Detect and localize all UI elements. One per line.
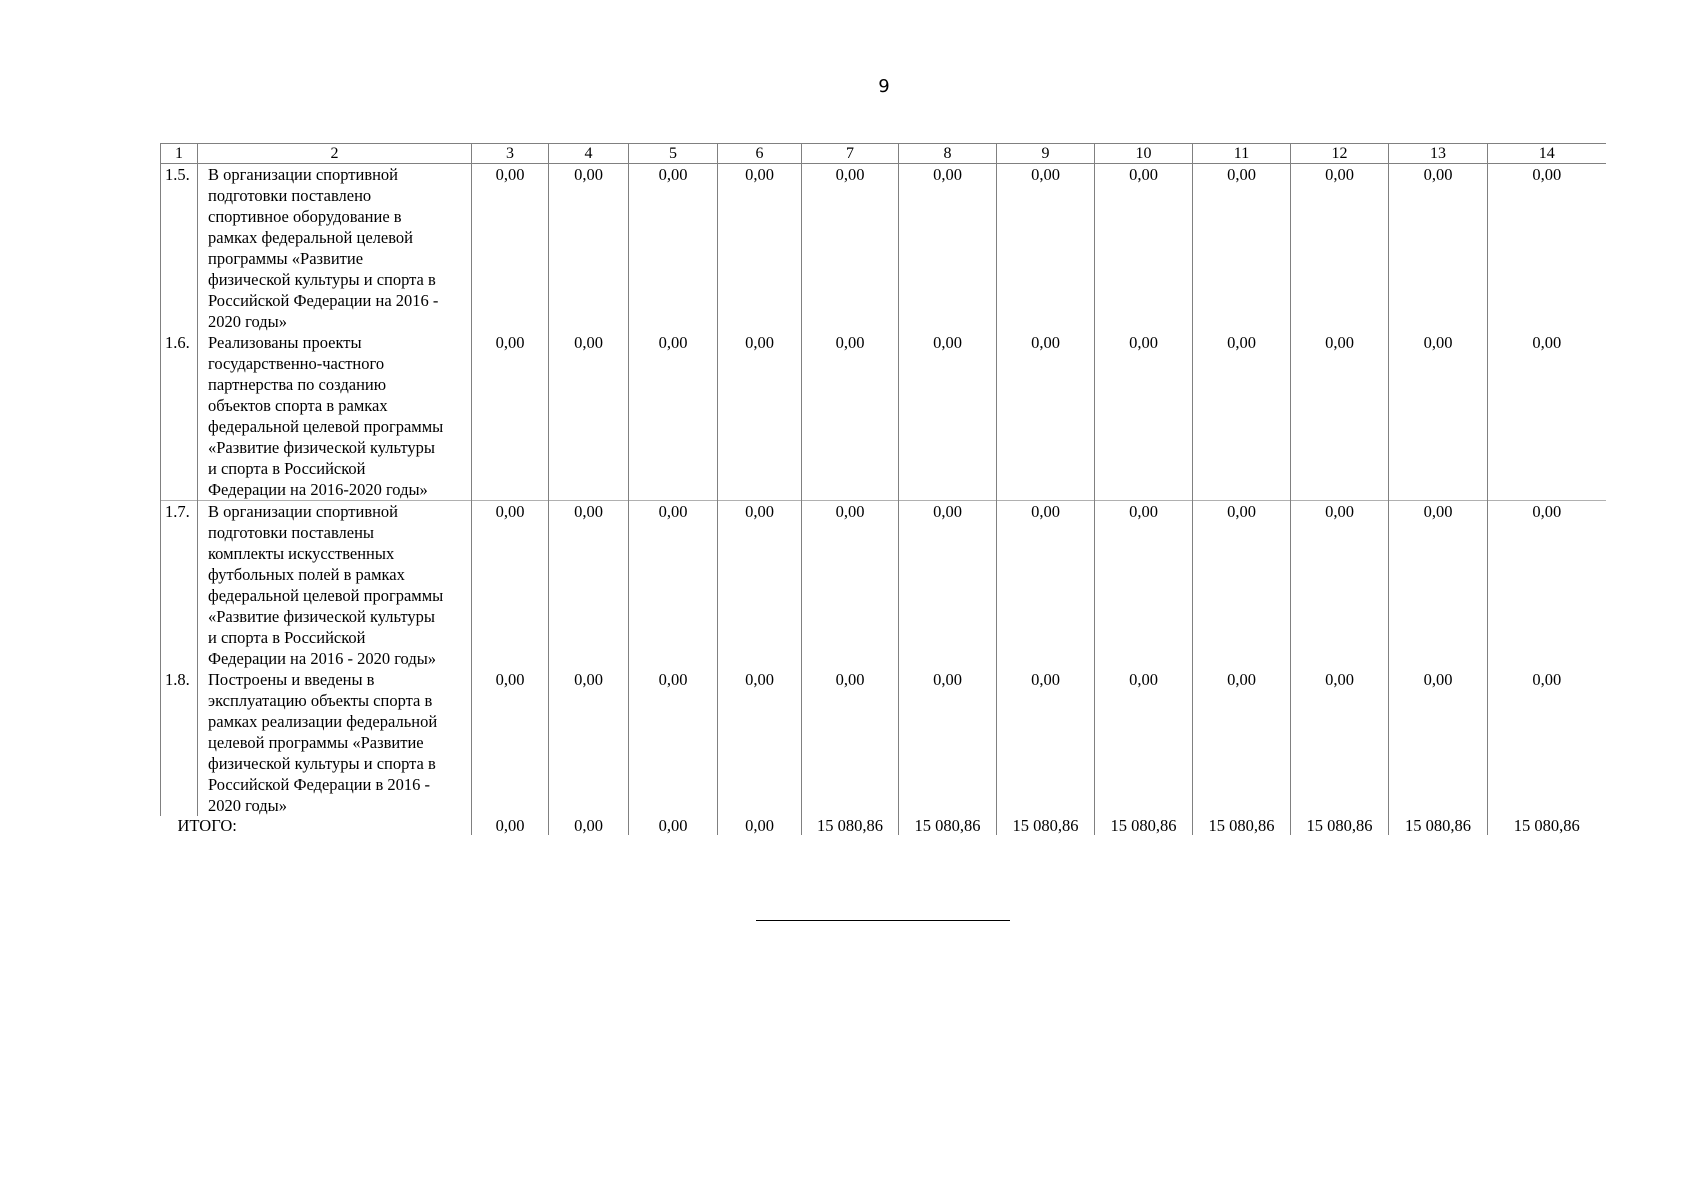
value-cell: 0,00: [1488, 501, 1606, 670]
value-cell: 0,00: [1291, 501, 1389, 670]
value-cell: 0,00: [899, 501, 997, 670]
description-line: «Развитие физической культуры: [208, 438, 436, 457]
value-cell: 0,00: [1095, 164, 1193, 333]
row-description: [198, 164, 472, 333]
description-line: 2020 годы»: [208, 312, 287, 331]
header-cell: 6: [718, 144, 802, 164]
description-line: и спорта в Российской: [208, 628, 366, 647]
value-cell: 0,00: [629, 669, 718, 816]
description-line: федеральной целевой программы: [208, 586, 444, 605]
description-line: федеральной целевой программы: [208, 417, 444, 436]
description-line: Федерации на 2016-2020 годы»: [208, 480, 428, 499]
value-cell: 0,00: [997, 332, 1095, 501]
description-line: Построены и введены в: [208, 670, 375, 689]
total-value-cell: 0,00: [718, 816, 802, 835]
value-cell: 0,00: [1193, 669, 1291, 816]
table-row: [161, 501, 1606, 670]
value-cell: 0,00: [1389, 164, 1488, 333]
description-line: эксплуатацию объекты спорта в: [208, 691, 433, 710]
value-cell: 0,00: [997, 164, 1095, 333]
value-cell: 0,00: [1193, 501, 1291, 670]
value-cell: 0,00: [718, 669, 802, 816]
value-cell: 0,00: [1095, 501, 1193, 670]
total-value-cell: 15 080,86: [1488, 816, 1606, 835]
description-line: физической культуры и спорта в: [208, 270, 436, 289]
value-cell: 0,00: [549, 332, 629, 501]
row-index: 1.6.: [161, 332, 198, 501]
total-row: [161, 816, 1606, 835]
description-line: и спорта в Российской: [208, 459, 366, 478]
value-cell: 0,00: [629, 332, 718, 501]
header-cell: 12: [1291, 144, 1389, 164]
value-cell: 0,00: [1488, 164, 1606, 333]
value-cell: 0,00: [472, 332, 549, 501]
value-cell: 0,00: [472, 669, 549, 816]
row-index: 1.5.: [161, 164, 198, 333]
description-line: Реализованы проекты: [208, 333, 362, 352]
table-row: [161, 164, 1606, 333]
value-cell: 0,00: [899, 332, 997, 501]
header-cell: 5: [629, 144, 718, 164]
page-number: 9: [878, 76, 890, 97]
value-cell: 0,00: [1095, 669, 1193, 816]
row-index: 1.8.: [161, 669, 198, 816]
total-value-cell: 15 080,86: [1095, 816, 1193, 835]
value-cell: 0,00: [718, 501, 802, 670]
row-description: [198, 501, 472, 670]
total-value-cell: 15 080,86: [1193, 816, 1291, 835]
value-cell: 0,00: [1389, 669, 1488, 816]
value-cell: 0,00: [802, 669, 899, 816]
header-cell: 9: [997, 144, 1095, 164]
total-value-cell: 15 080,86: [1291, 816, 1389, 835]
total-value-cell: 15 080,86: [1389, 816, 1488, 835]
header-cell: 1: [161, 144, 198, 164]
header-cell: 8: [899, 144, 997, 164]
total-value-cell: 15 080,86: [899, 816, 997, 835]
value-cell: 0,00: [1291, 164, 1389, 333]
value-cell: 0,00: [472, 501, 549, 670]
total-value-cell: 15 080,86: [997, 816, 1095, 835]
description-line: целевой программы «Развитие: [208, 733, 424, 752]
description-line: государственно-частного: [208, 354, 385, 373]
value-cell: 0,00: [1291, 332, 1389, 501]
description-line: В организации спортивной: [208, 502, 399, 521]
value-cell: 0,00: [1193, 164, 1291, 333]
description-line: В организации спортивной: [208, 165, 399, 184]
row-description: [198, 332, 472, 501]
value-cell: 0,00: [1291, 669, 1389, 816]
header-cell: 3: [472, 144, 549, 164]
value-cell: 0,00: [1389, 332, 1488, 501]
value-cell: 0,00: [1488, 332, 1606, 501]
description-line: «Развитие физической культуры: [208, 607, 436, 626]
description-line: партнерства по созданию: [208, 375, 387, 394]
description-line: рамках реализации федеральной: [208, 712, 438, 731]
description-line: объектов спорта в рамках: [208, 396, 388, 415]
description-line: рамках федеральной целевой: [208, 228, 413, 247]
value-cell: 0,00: [899, 669, 997, 816]
table-row: [161, 669, 1606, 816]
value-cell: 0,00: [997, 669, 1095, 816]
description-line: футбольных полей в рамках: [208, 565, 405, 584]
budget-table: [160, 143, 1606, 835]
header-cell: 14: [1488, 144, 1606, 164]
description-line: подготовки поставлены: [208, 523, 374, 542]
table-row: [161, 332, 1606, 501]
value-cell: 0,00: [718, 164, 802, 333]
total-value-cell: 0,00: [629, 816, 718, 835]
description-line: 2020 годы»: [208, 796, 287, 815]
value-cell: 0,00: [629, 164, 718, 333]
description-line: физической культуры и спорта в: [208, 754, 436, 773]
value-cell: 0,00: [549, 669, 629, 816]
description-line: Российской Федерации в 2016 -: [208, 775, 431, 794]
header-cell: 4: [549, 144, 629, 164]
value-cell: 0,00: [549, 501, 629, 670]
value-cell: 0,00: [802, 332, 899, 501]
value-cell: 0,00: [549, 164, 629, 333]
value-cell: 0,00: [629, 501, 718, 670]
description-line: Федерации на 2016 - 2020 годы»: [208, 649, 437, 668]
total-label: ИТОГО:: [177, 816, 237, 835]
description-line: подготовки поставлено: [208, 186, 372, 205]
header-cell: 11: [1193, 144, 1291, 164]
value-cell: 0,00: [1193, 332, 1291, 501]
row-index: 1.7.: [161, 501, 198, 670]
value-cell: 0,00: [899, 164, 997, 333]
total-value-cell: 15 080,86: [802, 816, 899, 835]
value-cell: 0,00: [1389, 501, 1488, 670]
description-line: Российской Федерации на 2016 -: [208, 291, 439, 310]
description-line: спортивное оборудование в: [208, 207, 402, 226]
header-cell: 13: [1389, 144, 1488, 164]
value-cell: 0,00: [1488, 669, 1606, 816]
header-cell: 2: [198, 144, 472, 164]
value-cell: 0,00: [1095, 332, 1193, 501]
header-cell: 10: [1095, 144, 1193, 164]
value-cell: 0,00: [802, 164, 899, 333]
total-value-cell: 0,00: [472, 816, 549, 835]
row-description: [198, 669, 472, 816]
footer-rule: [756, 920, 1010, 921]
header-cell: 7: [802, 144, 899, 164]
value-cell: 0,00: [997, 501, 1095, 670]
description-line: программы «Развитие: [208, 249, 364, 268]
total-value-cell: 0,00: [549, 816, 629, 835]
description-line: комплекты искусственных: [208, 544, 395, 563]
value-cell: 0,00: [718, 332, 802, 501]
value-cell: 0,00: [802, 501, 899, 670]
table-header-row: [161, 144, 1606, 164]
value-cell: 0,00: [472, 164, 549, 333]
